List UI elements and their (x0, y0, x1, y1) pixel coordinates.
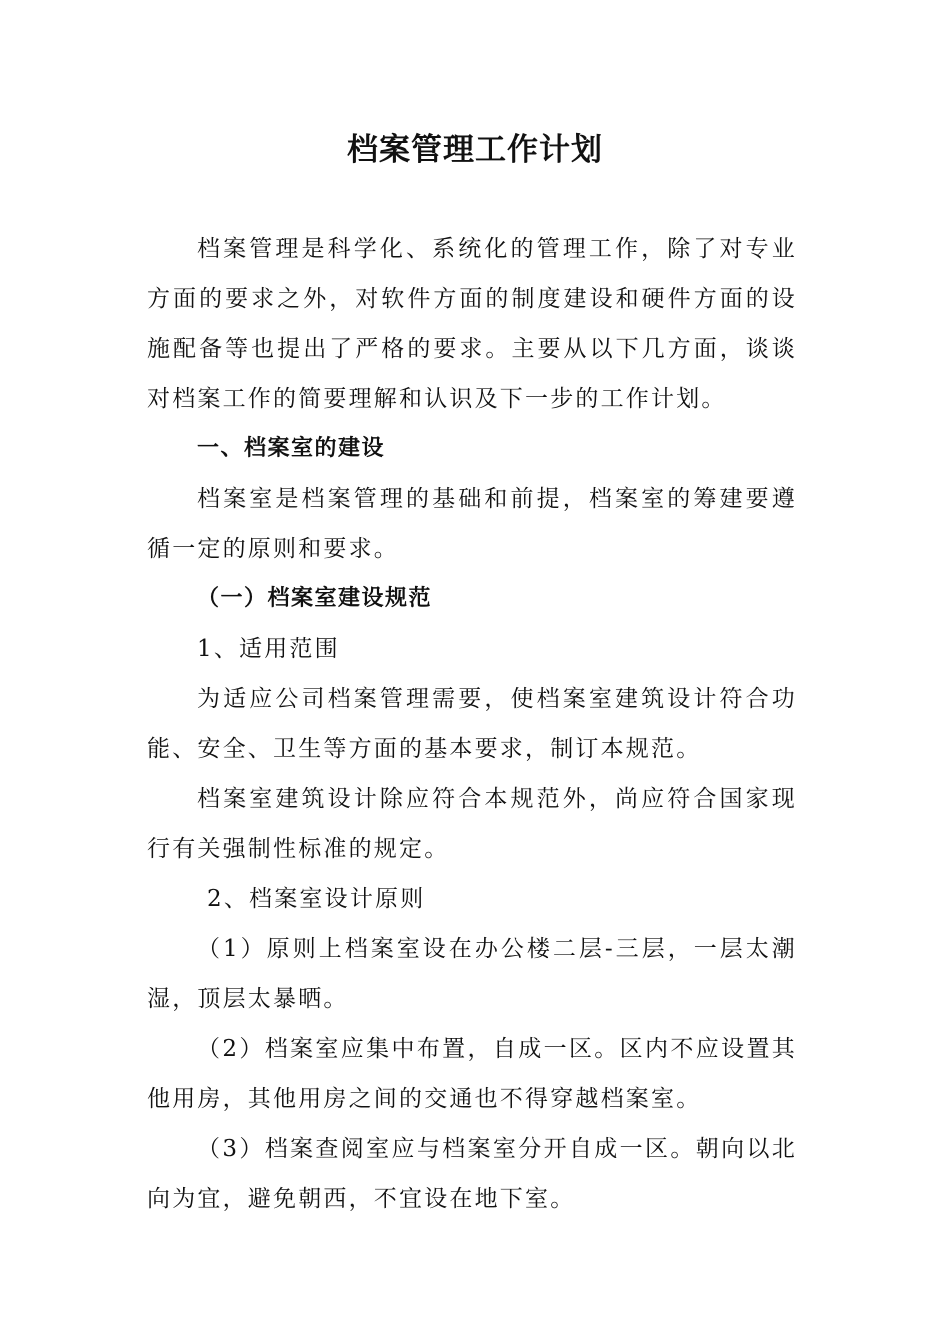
subsection-heading-1: （一）档案室建设规范 (197, 586, 433, 611)
principle-1: （1）原则上档案室设在办公楼二层-三层，一层太潮湿，顶层太暴晒。 (147, 936, 797, 1012)
document-title: 档案管理工作计划 (347, 132, 603, 168)
paragraph-section-1: 档案室是档案管理的基础和前提，档案室的筹建要遵循一定的原则和要求。 (147, 486, 797, 562)
section-heading-1: 一、档案室的建设 (197, 436, 386, 461)
principle-3: （3）档案查阅室应与档案室分开自成一区。朝向以北向为宜，避免朝西，不宜设在地下室。 (147, 1136, 797, 1212)
item-heading-1: 1、适用范围 (197, 636, 340, 662)
document-body (147, 224, 797, 1224)
principle-2: （2）档案室应集中布置，自成一区。区内不应设置其他用房，其他用房之间的交通也不得穿越档案室。 (147, 1036, 797, 1112)
item-heading-2: 2、档案室设计原则 (207, 886, 426, 912)
paragraph-scope-2: 档案室建筑设计除应符合本规范外，尚应符合国家现行有关强制性标准的规定。 (147, 786, 797, 862)
paragraph-scope-1: 为适应公司档案管理需要，使档案室建筑设计符合功能、安全、卫生等方面的基本要求，制订本规范。 (147, 686, 797, 762)
paragraph-intro: 档案管理是科学化、系统化的管理工作，除了对专业方面的要求之外，对软件方面的制度建设和硬件方面的设施配备等也提出了严格的要求。主要从以下几方面，谈谈对档案工作的简要理解和认识及下一步的工作计划。 (147, 236, 797, 412)
